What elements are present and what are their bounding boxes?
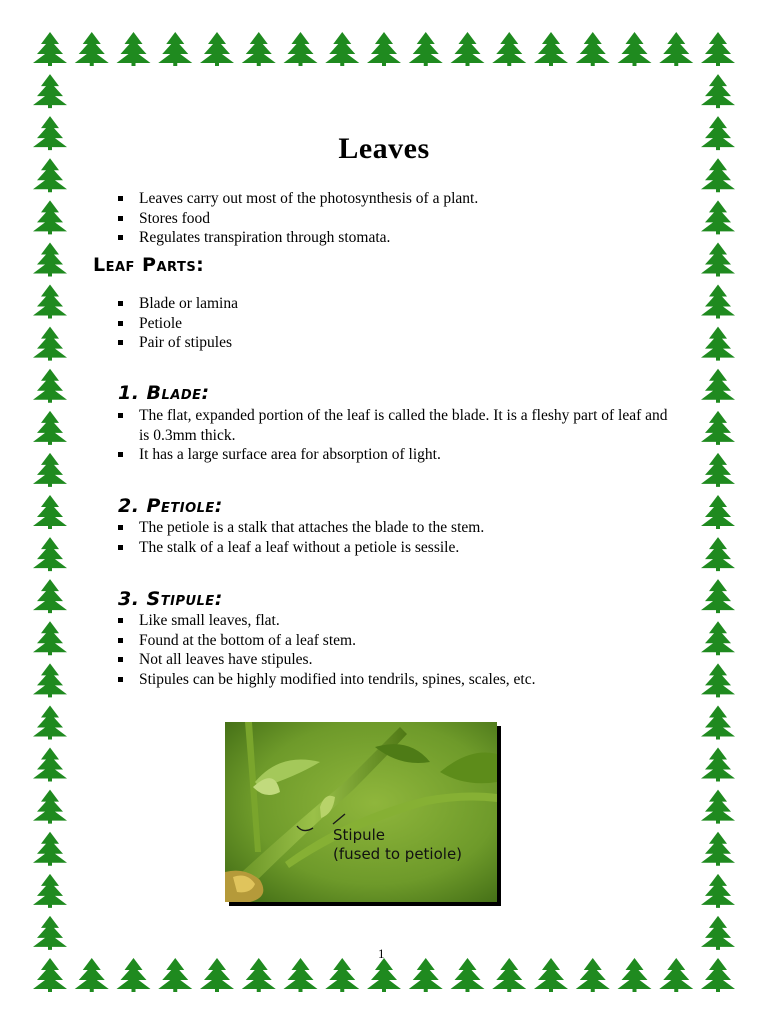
blade-list	[117, 406, 677, 465]
page-title: Leaves	[338, 132, 430, 165]
list-item: The stalk of a leaf a leaf without a petiole is sessile.	[117, 538, 677, 558]
list-item: Stores food	[117, 209, 677, 229]
list-item: Found at the bottom of a leaf stem.	[117, 631, 677, 651]
list-item: It has a large surface area for absorption of light.	[117, 445, 677, 465]
list-item: Blade or lamina	[117, 294, 677, 314]
intro-list	[117, 189, 677, 248]
list-item: Like small leaves, flat.	[117, 611, 677, 631]
list-item: Regulates transpiration through stomata.	[117, 228, 677, 248]
list-item: Pair of stipules	[117, 333, 677, 353]
petiole-list	[117, 518, 677, 557]
stipule-heading: 3. Stipule:	[118, 588, 223, 610]
photo-label-line2: (fused to petiole)	[333, 845, 463, 863]
stipule-photo	[225, 722, 497, 902]
photo-label-line1: Stipule	[333, 826, 385, 844]
page-number: 1	[378, 946, 385, 961]
list-item: Petiole	[117, 314, 677, 334]
leaf-parts-list	[117, 294, 677, 353]
list-item: Not all leaves have stipules.	[117, 650, 677, 670]
list-item: Stipules can be highly modified into tendrils, spines, scales, etc.	[117, 670, 677, 690]
list-item: Leaves carry out most of the photosynthesis of a plant.	[117, 189, 677, 209]
list-item: The flat, expanded portion of the leaf is called the blade. It is a fleshy part of leaf and is 0.3mm thick.	[117, 406, 677, 445]
petiole-heading: 2. Petiole:	[118, 495, 223, 517]
stipule-list	[117, 611, 677, 689]
leaf-parts-heading: Leaf Parts:	[93, 254, 205, 276]
list-item: The petiole is a stalk that attaches the blade to the stem.	[117, 518, 677, 538]
blade-heading: 1. Blade:	[118, 382, 210, 404]
